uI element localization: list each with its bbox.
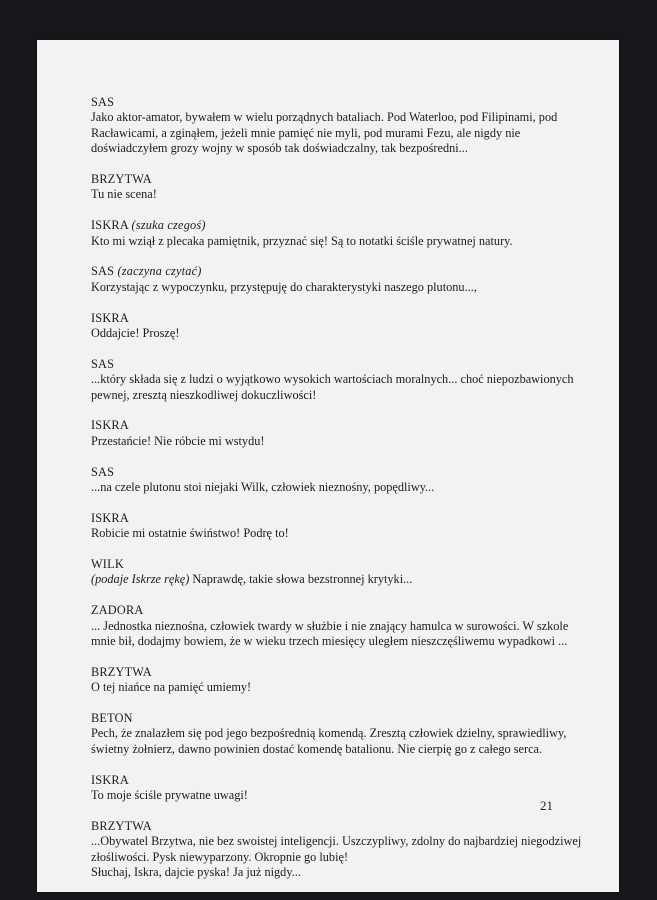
dialogue-line: ...Obywatel Brzytwa, nie bez swoistej inteligencji. Uszczypliwy, zdolny do najbardziej niegodziwej — [91, 834, 582, 849]
script-text — [91, 95, 591, 896]
dialogue-line: ...na czele plutonu stoi niejaki Wilk, człowiek nieznośny, popędliwy... — [91, 480, 435, 495]
dialogue-block — [91, 511, 591, 542]
dialogue-line: Słuchaj, Iskra, dajcie pyska! Ja już nigdy... — [91, 865, 301, 880]
dialogue-line: Korzystając z wypoczynku, przystępuję do charakterystyki naszego plutonu..., — [91, 279, 477, 294]
dialogue-block — [91, 311, 591, 342]
dialogue-block — [91, 603, 591, 649]
script-page — [37, 40, 619, 892]
speaker-name: SAS — [91, 264, 115, 279]
dialogue-block — [91, 218, 591, 249]
speaker-name: WILK — [91, 557, 124, 572]
speaker-name: ISKRA — [91, 772, 129, 787]
dialogue-block — [91, 465, 591, 496]
dialogue-block — [91, 819, 591, 881]
dialogue-line: pewnej, zresztą nieszkodliwej dokuczliwości! — [91, 387, 317, 402]
speaker-name: SAS — [91, 356, 115, 371]
dialogue-line: Tu nie scena! — [91, 187, 157, 202]
speaker-name: ISKRA — [91, 418, 129, 433]
dialogue-block — [91, 711, 591, 757]
dialogue-line: Kto mi wziął z plecaka pamiętnik, przyznać się! Są to notatki ściśle prywatnej natury. — [91, 233, 513, 248]
speaker-line — [91, 264, 591, 279]
dialogue-line: doświadczyłem grozy wojny w sposób tak doświadczalny, tak bezpośredni... — [91, 141, 468, 156]
speaker-name: ISKRA — [91, 218, 129, 233]
speaker-name: BRZYTWA — [91, 818, 152, 833]
speaker-name: SAS — [91, 95, 115, 109]
stage-direction: (zaczyna czytać) — [117, 264, 202, 279]
dialogue-line: Robicie mi ostatnie świństwo! Podrę to! — [91, 526, 289, 541]
dialogue-text: Naprawdę, takie słowa bezstronnej krytyki... — [189, 572, 413, 587]
stage-direction: (podaje Iskrze rękę) — [91, 572, 190, 587]
page-number: 21 — [540, 798, 553, 813]
dialogue-line: Przestańcie! Nie róbcie mi wstydu! — [91, 433, 265, 448]
speaker-name: SAS — [91, 464, 115, 479]
dialogue-line: O tej niańce na pamięć umiemy! — [91, 680, 252, 695]
dialogue-line: Oddajcie! Proszę! — [91, 326, 180, 341]
dialogue-line: ... Jednostka nieznośna, człowiek twardy w służbie i nie znający hamulca w surowości. W szkole — [91, 618, 569, 633]
dialogue-block — [91, 773, 591, 804]
speaker-name: ISKRA — [91, 510, 129, 525]
dialogue-line: Jako aktor-amator, bywałem w wielu porządnych bataliach. Pod Waterloo, pod Filipinami, pod — [91, 110, 558, 125]
dialogue-block — [91, 264, 591, 295]
dialogue-line: mnie bił, dodajmy bowiem, że w wieku trzech miesięcy uległem nieszczęśliwemu wypadkowi ... — [91, 634, 568, 649]
stage-direction: (szuka czegoś) — [131, 218, 206, 233]
dialogue-line: Pech, że znalazłem się pod jego bezpośrednią komendą. Zresztą człowiek dzielny, sprawiedliwy, — [91, 726, 567, 741]
dialogue-line: złośliwości. Pysk niewyparzony. Okropnie go lubię! — [91, 849, 349, 864]
speaker-name: BETON — [91, 711, 133, 726]
dialogue-block — [91, 95, 591, 157]
dialogue-line: To moje ściśle prywatne uwagi! — [91, 788, 248, 803]
dialogue-block — [91, 665, 591, 696]
dialogue-line: świetny żołnierz, dawno powinien dostać komendę batalionu. Nie cierpię go z całego serca. — [91, 741, 543, 756]
dialogue-block — [91, 418, 591, 449]
dialogue-line: Racławicami, a zginąłem, jeżeli mnie pamięć nie myli, pod murami Fezu, ale nigdy nie — [91, 125, 521, 140]
speaker-line — [91, 218, 591, 233]
speaker-name: ISKRA — [91, 310, 129, 325]
dialogue-block — [91, 357, 591, 403]
dialogue-block — [91, 172, 591, 203]
speaker-name: BRZYTWA — [91, 172, 152, 187]
dialogue-line — [91, 572, 591, 587]
speaker-name: ZADORA — [91, 603, 144, 618]
speaker-name: BRZYTWA — [91, 664, 152, 679]
dialogue-line: ...który składa się z ludzi o wyjątkowo wysokich wartościach moralnych... choć niepozbawionych — [91, 372, 574, 387]
dialogue-block — [91, 557, 591, 588]
